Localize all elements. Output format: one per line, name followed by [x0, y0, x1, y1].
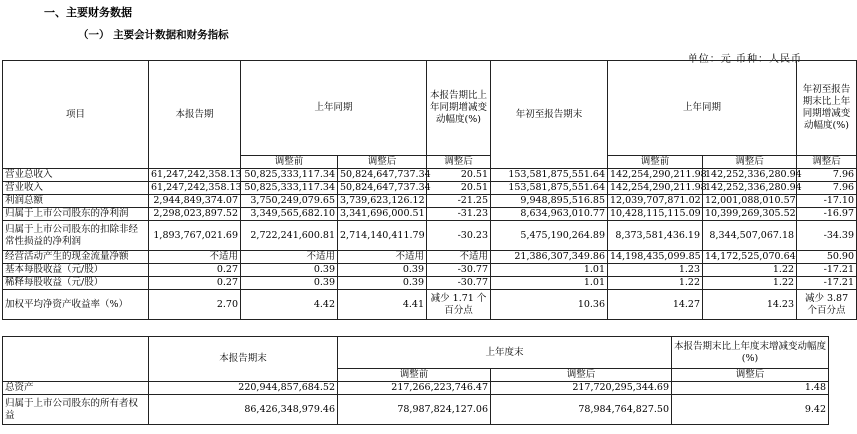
header-prior-period: 上年同期	[241, 61, 427, 156]
cell-ytd: 9,948,895,516.85	[491, 195, 608, 208]
row-label: 总资产	[3, 382, 149, 395]
cell-change: -30.77	[427, 277, 491, 290]
unit-note: 单位：元 币种：人民币	[687, 54, 802, 65]
subheader-before-ytd: 调整前	[608, 156, 703, 169]
cell-prior-before: 3,349,565,682.10	[241, 208, 338, 221]
cell-ytd: 1.01	[491, 264, 608, 277]
row-label: 经营活动产生的现金流量净额	[3, 251, 149, 264]
section-heading: 一、主要财务数据	[44, 6, 132, 19]
row-label: 营业收入	[3, 182, 149, 195]
cell-ytd: 10.36	[491, 290, 608, 320]
key-financial-table	[2, 60, 857, 320]
table-row	[3, 382, 829, 395]
cell-prior-before: 4.42	[241, 290, 338, 320]
cell-before: 78,987,824,127.06	[338, 395, 491, 425]
cell-change: 减少 1.71 个百分点	[427, 290, 491, 320]
table-row	[3, 251, 857, 264]
table-row	[3, 169, 857, 182]
cell-prior-before: 50,825,333,117.34	[241, 169, 338, 182]
row-label: 利润总额	[3, 195, 149, 208]
cell-after: 78,984,764,827.50	[491, 395, 672, 425]
cell-prior-after: 0.39	[338, 277, 427, 290]
cell-change: 20.51	[427, 182, 491, 195]
balance-table	[2, 336, 829, 425]
subheader-after-change: 调整后	[672, 369, 829, 382]
cell-change: 不适用	[427, 251, 491, 264]
cell-after: 217,720,295,344.69	[491, 382, 672, 395]
cell-prior-after: 50,824,647,737.34	[338, 169, 427, 182]
cell-change: -31.23	[427, 208, 491, 221]
row-label: 归属于上市公司股东的扣除非经常性损益的净利润	[3, 221, 149, 251]
cell-ytd-change: 7.96	[797, 182, 857, 195]
cell-prior-ytd-after: 1.22	[703, 264, 797, 277]
cell-prior-before: 0.39	[241, 264, 338, 277]
cell-ytd-change: -17.21	[797, 277, 857, 290]
row-label: 基本每股收益（元/股）	[3, 264, 149, 277]
cell-ytd: 8,634,963,010.77	[491, 208, 608, 221]
cell-change: 1.48	[672, 382, 829, 395]
header-ytd-change: 年初至报告期末比上年同期增减变动幅度(%)	[797, 61, 857, 156]
cell-prior-after: 4.41	[338, 290, 427, 320]
cell-current: 2,944,849,374.07	[149, 195, 241, 208]
cell-prior-before: 3,750,249,079.65	[241, 195, 338, 208]
table-row	[3, 182, 857, 195]
cell-current: 2,298,023,897.52	[149, 208, 241, 221]
cell-period-end: 86,426,348,979.46	[149, 395, 338, 425]
header-ytd: 年初至报告期末	[491, 61, 608, 169]
row-label: 归属于上市公司股东的所有者权益	[3, 395, 149, 425]
cell-current: 0.27	[149, 264, 241, 277]
row-label: 加权平均净资产收益率（%）	[3, 290, 149, 320]
cell-current: 不适用	[149, 251, 241, 264]
subheader-after-change-ytd: 调整后	[797, 156, 857, 169]
cell-prior-after: 3,739,623,126.12	[338, 195, 427, 208]
cell-ytd-change: 50.90	[797, 251, 857, 264]
cell-ytd: 1.01	[491, 277, 608, 290]
table-row	[3, 277, 857, 290]
cell-prior-ytd-after: 10,399,269,305.52	[703, 208, 797, 221]
cell-prior-ytd-after: 1.22	[703, 277, 797, 290]
cell-prior-ytd-after: 8,344,507,067.18	[703, 221, 797, 251]
cell-prior-after: 50,824,647,737.34	[338, 182, 427, 195]
cell-prior-ytd-before: 142,254,290,211.98	[608, 169, 703, 182]
cell-prior-ytd-before: 142,254,290,211.98	[608, 182, 703, 195]
cell-prior-ytd-before: 1.23	[608, 264, 703, 277]
cell-ytd: 153,581,875,551.64	[491, 169, 608, 182]
cell-ytd-change: -16.97	[797, 208, 857, 221]
cell-ytd-change: -17.21	[797, 264, 857, 277]
cell-current: 61,247,242,358.13	[149, 182, 241, 195]
row-label: 稀释每股收益（元/股）	[3, 277, 149, 290]
header-prior-ytd: 上年同期	[608, 61, 797, 156]
cell-current: 61,247,242,358.13	[149, 169, 241, 182]
cell-current: 2.70	[149, 290, 241, 320]
cell-prior-ytd-before: 14,198,435,099.85	[608, 251, 703, 264]
cell-before: 217,266,223,746.47	[338, 382, 491, 395]
table-row	[3, 221, 857, 251]
cell-prior-after: 不适用	[338, 251, 427, 264]
cell-ytd-change: 7.96	[797, 169, 857, 182]
subheader-after-change: 调整后	[427, 156, 491, 169]
header-period-end: 本报告期末	[149, 337, 338, 382]
cell-prior-ytd-before: 8,373,581,436.19	[608, 221, 703, 251]
cell-prior-before: 0.39	[241, 277, 338, 290]
header-current-period: 本报告期	[149, 61, 241, 169]
cell-ytd-change: -17.10	[797, 195, 857, 208]
cell-prior-ytd-after: 14.23	[703, 290, 797, 320]
cell-prior-before: 2,722,241,600.81	[241, 221, 338, 251]
cell-ytd: 153,581,875,551.64	[491, 182, 608, 195]
cell-ytd-change: -34.39	[797, 221, 857, 251]
cell-prior-ytd-before: 12,039,707,871.02	[608, 195, 703, 208]
header-blank	[3, 337, 149, 382]
table-row	[3, 208, 857, 221]
cell-prior-ytd-after: 12,001,088,010.57	[703, 195, 797, 208]
cell-ytd: 21,386,307,349.86	[491, 251, 608, 264]
table-row	[3, 264, 857, 277]
subheader-after: 调整后	[338, 156, 427, 169]
cell-change: 20.51	[427, 169, 491, 182]
cell-prior-after: 0.39	[338, 264, 427, 277]
cell-prior-ytd-before: 10,428,115,115.09	[608, 208, 703, 221]
row-label: 归属于上市公司股东的净利润	[3, 208, 149, 221]
table-row	[3, 290, 857, 320]
table-row	[3, 395, 829, 425]
subheader-before: 调整前	[338, 369, 491, 382]
cell-prior-ytd-after: 142,252,336,280.94	[703, 182, 797, 195]
cell-ytd: 5,475,190,264.89	[491, 221, 608, 251]
header-item: 项目	[3, 61, 149, 169]
header-change: 本报告期比上年同期增减变动幅度(%)	[427, 61, 491, 156]
cell-change: -21.25	[427, 195, 491, 208]
cell-prior-ytd-after: 142,252,336,280.94	[703, 169, 797, 182]
cell-prior-before: 不适用	[241, 251, 338, 264]
cell-period-end: 220,944,857,684.52	[149, 382, 338, 395]
row-label: 营业总收入	[3, 169, 149, 182]
cell-prior-ytd-before: 14.27	[608, 290, 703, 320]
cell-prior-after: 3,341,696,000.51	[338, 208, 427, 221]
table-row	[3, 195, 857, 208]
header-prior-year-end: 上年度末	[338, 337, 672, 369]
subsection-heading: （一） 主要会计数据和财务指标	[78, 29, 229, 41]
cell-prior-before: 50,825,333,117.34	[241, 182, 338, 195]
cell-change: -30.23	[427, 221, 491, 251]
cell-current: 1,893,767,021.69	[149, 221, 241, 251]
subheader-after-ytd: 调整后	[703, 156, 797, 169]
cell-ytd-change: 减少 3.87 个百分点	[797, 290, 857, 320]
cell-change: 9.42	[672, 395, 829, 425]
cell-prior-ytd-before: 1.22	[608, 277, 703, 290]
subheader-before: 调整前	[241, 156, 338, 169]
header-change: 本报告期末比上年度末增减变动幅度(%)	[672, 337, 829, 369]
cell-prior-ytd-after: 14,172,525,070.64	[703, 251, 797, 264]
cell-change: -30.77	[427, 264, 491, 277]
subheader-after: 调整后	[491, 369, 672, 382]
cell-current: 0.27	[149, 277, 241, 290]
cell-prior-after: 2,714,140,411.79	[338, 221, 427, 251]
